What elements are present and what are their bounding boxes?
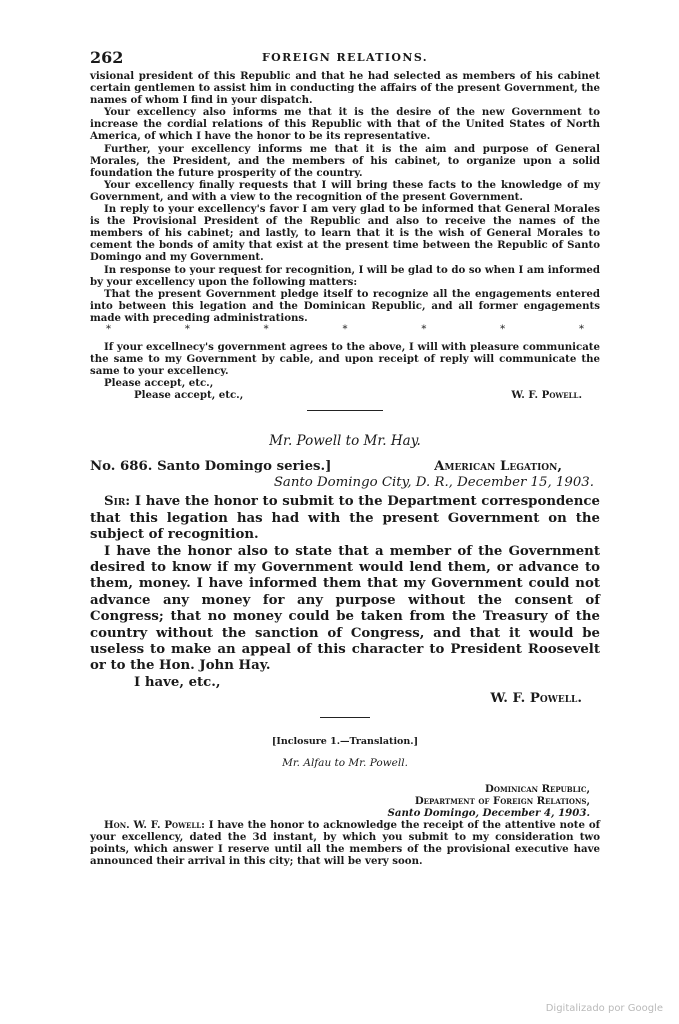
letter-meta-row xyxy=(90,459,600,475)
place-date: Santo Domingo City, D. R., December 15, 1903. xyxy=(273,475,594,491)
star: * xyxy=(421,323,427,335)
star: * xyxy=(342,323,348,335)
paragraph: In reply to your excellency's favor I am very glad to be informed that General Morales is the Provisional President of the Republic and also to receive the names of the members of his cabinet; and lastly, to learn that it is the wish of General Morales to cement the bonds of amity that exist at the present time between the Republic of Santo Domingo and my Government. xyxy=(90,203,600,264)
star: * xyxy=(578,323,584,335)
paragraph: Sir: I have the honor to submit to the Department correspondence that this legation has had with the present Government on the subject of recognition. xyxy=(90,494,600,543)
letter-one xyxy=(90,70,600,402)
star: * xyxy=(106,323,111,335)
letter-heading: Mr. Powell to Mr. Hay. xyxy=(269,433,421,450)
address-line: Dominican Republic, xyxy=(485,782,590,795)
legation-name: American Legation, xyxy=(434,459,562,475)
please-accept-line: Please accept, etc., xyxy=(104,377,214,390)
closing-row xyxy=(90,675,600,709)
letter-two xyxy=(90,459,600,708)
section-divider xyxy=(307,410,383,411)
closing: I have, etc., xyxy=(134,674,221,690)
inclosure-label: [Inclosure 1.—Translation.] xyxy=(271,735,419,747)
please-accept-line: Please accept, etc., xyxy=(134,389,244,402)
inclosure-body xyxy=(90,819,600,867)
paragraph: Further, your excellency informs me that it is the aim and purpose of General Morales, the President, and the members of his cabinet, to organize upon a solid foundation the future prosperity of the country. xyxy=(90,142,600,179)
signature: W. F. Powell. xyxy=(490,690,582,706)
letter-number-series: No. 686. Santo Domingo series.] xyxy=(90,459,332,475)
paragraph: Hon. W. F. Powell: I have the honor to acknowledge the receipt of the attentive note of your excellency, dated the 3d instant, by which you submit to my consideration two points, which answer I reserve until all the members of the provisional executive have announced their arrival in this city; that will be very soon. xyxy=(90,818,600,868)
paragraph: Your excellency finally requests that I will bring these facts to the knowledge of my Government, and with a view to the recognition of the present Government. xyxy=(90,178,600,203)
salutation: Sir: xyxy=(104,494,131,510)
star: * xyxy=(500,323,506,335)
running-title: FOREIGN RELATIONS. xyxy=(261,51,429,64)
page-header xyxy=(90,48,600,70)
paragraph: In response to your request for recognition, I will be glad to do so when I am informed by your excellency upon the following matters: xyxy=(90,263,600,288)
signature-row xyxy=(90,389,600,402)
paragraph: I have the honor also to state that a member of the Government desired to know if my Government would lend them, or advance to them, money. I have informed them that my Government could not advance any money for any purpose without the consent of Congress; that no money could be taken from the Treasury of the country without the sanction of Congress, and that it would be useless to make an appeal of this character to President Roosevelt or to the Hon. John Hay. xyxy=(90,543,600,674)
watermark: Digitalizado por Google xyxy=(545,1003,663,1014)
address-line: Santo Domingo, December 4, 1903. xyxy=(387,806,590,819)
paragraph: That the present Government pledge itself to recognize all the engagements entered into between this legation and the Dominican Republic, and all former engagements made with preceding administrations. xyxy=(90,287,600,324)
signature: W. F. Powell. xyxy=(511,389,582,402)
document-page xyxy=(90,48,600,867)
inclosure-address xyxy=(90,783,590,819)
paragraph: visional president of this Republic and that he had selected as members of his cabinet certain gentlemen to assist him in conducting the affairs of the present Government, the names of whom I find in your dispatch. xyxy=(90,70,600,107)
closing-paragraph: If your excellnecy's government agrees to the above, I will with pleasure communicate the same to my Government by cable, and upon receipt of reply will communicate the same to your excellency. xyxy=(90,340,600,378)
addressee: Hon. W. F. Powell: xyxy=(104,818,205,831)
star: * xyxy=(184,323,190,335)
star: * xyxy=(263,323,269,335)
section-divider xyxy=(320,717,370,718)
address-line: Department of Foreign Relations, xyxy=(414,794,590,807)
page-number: 262 xyxy=(90,48,124,67)
inclosure-heading: Mr. Alfau to Mr. Powell. xyxy=(282,756,408,769)
paragraph: Your excellency also informs me that it is the desire of the new Government to increase the cordial relations of this Republic with that of the United States of North America, of which I have the honor to be its representative. xyxy=(90,106,600,143)
ellipsis-stars xyxy=(90,324,600,341)
